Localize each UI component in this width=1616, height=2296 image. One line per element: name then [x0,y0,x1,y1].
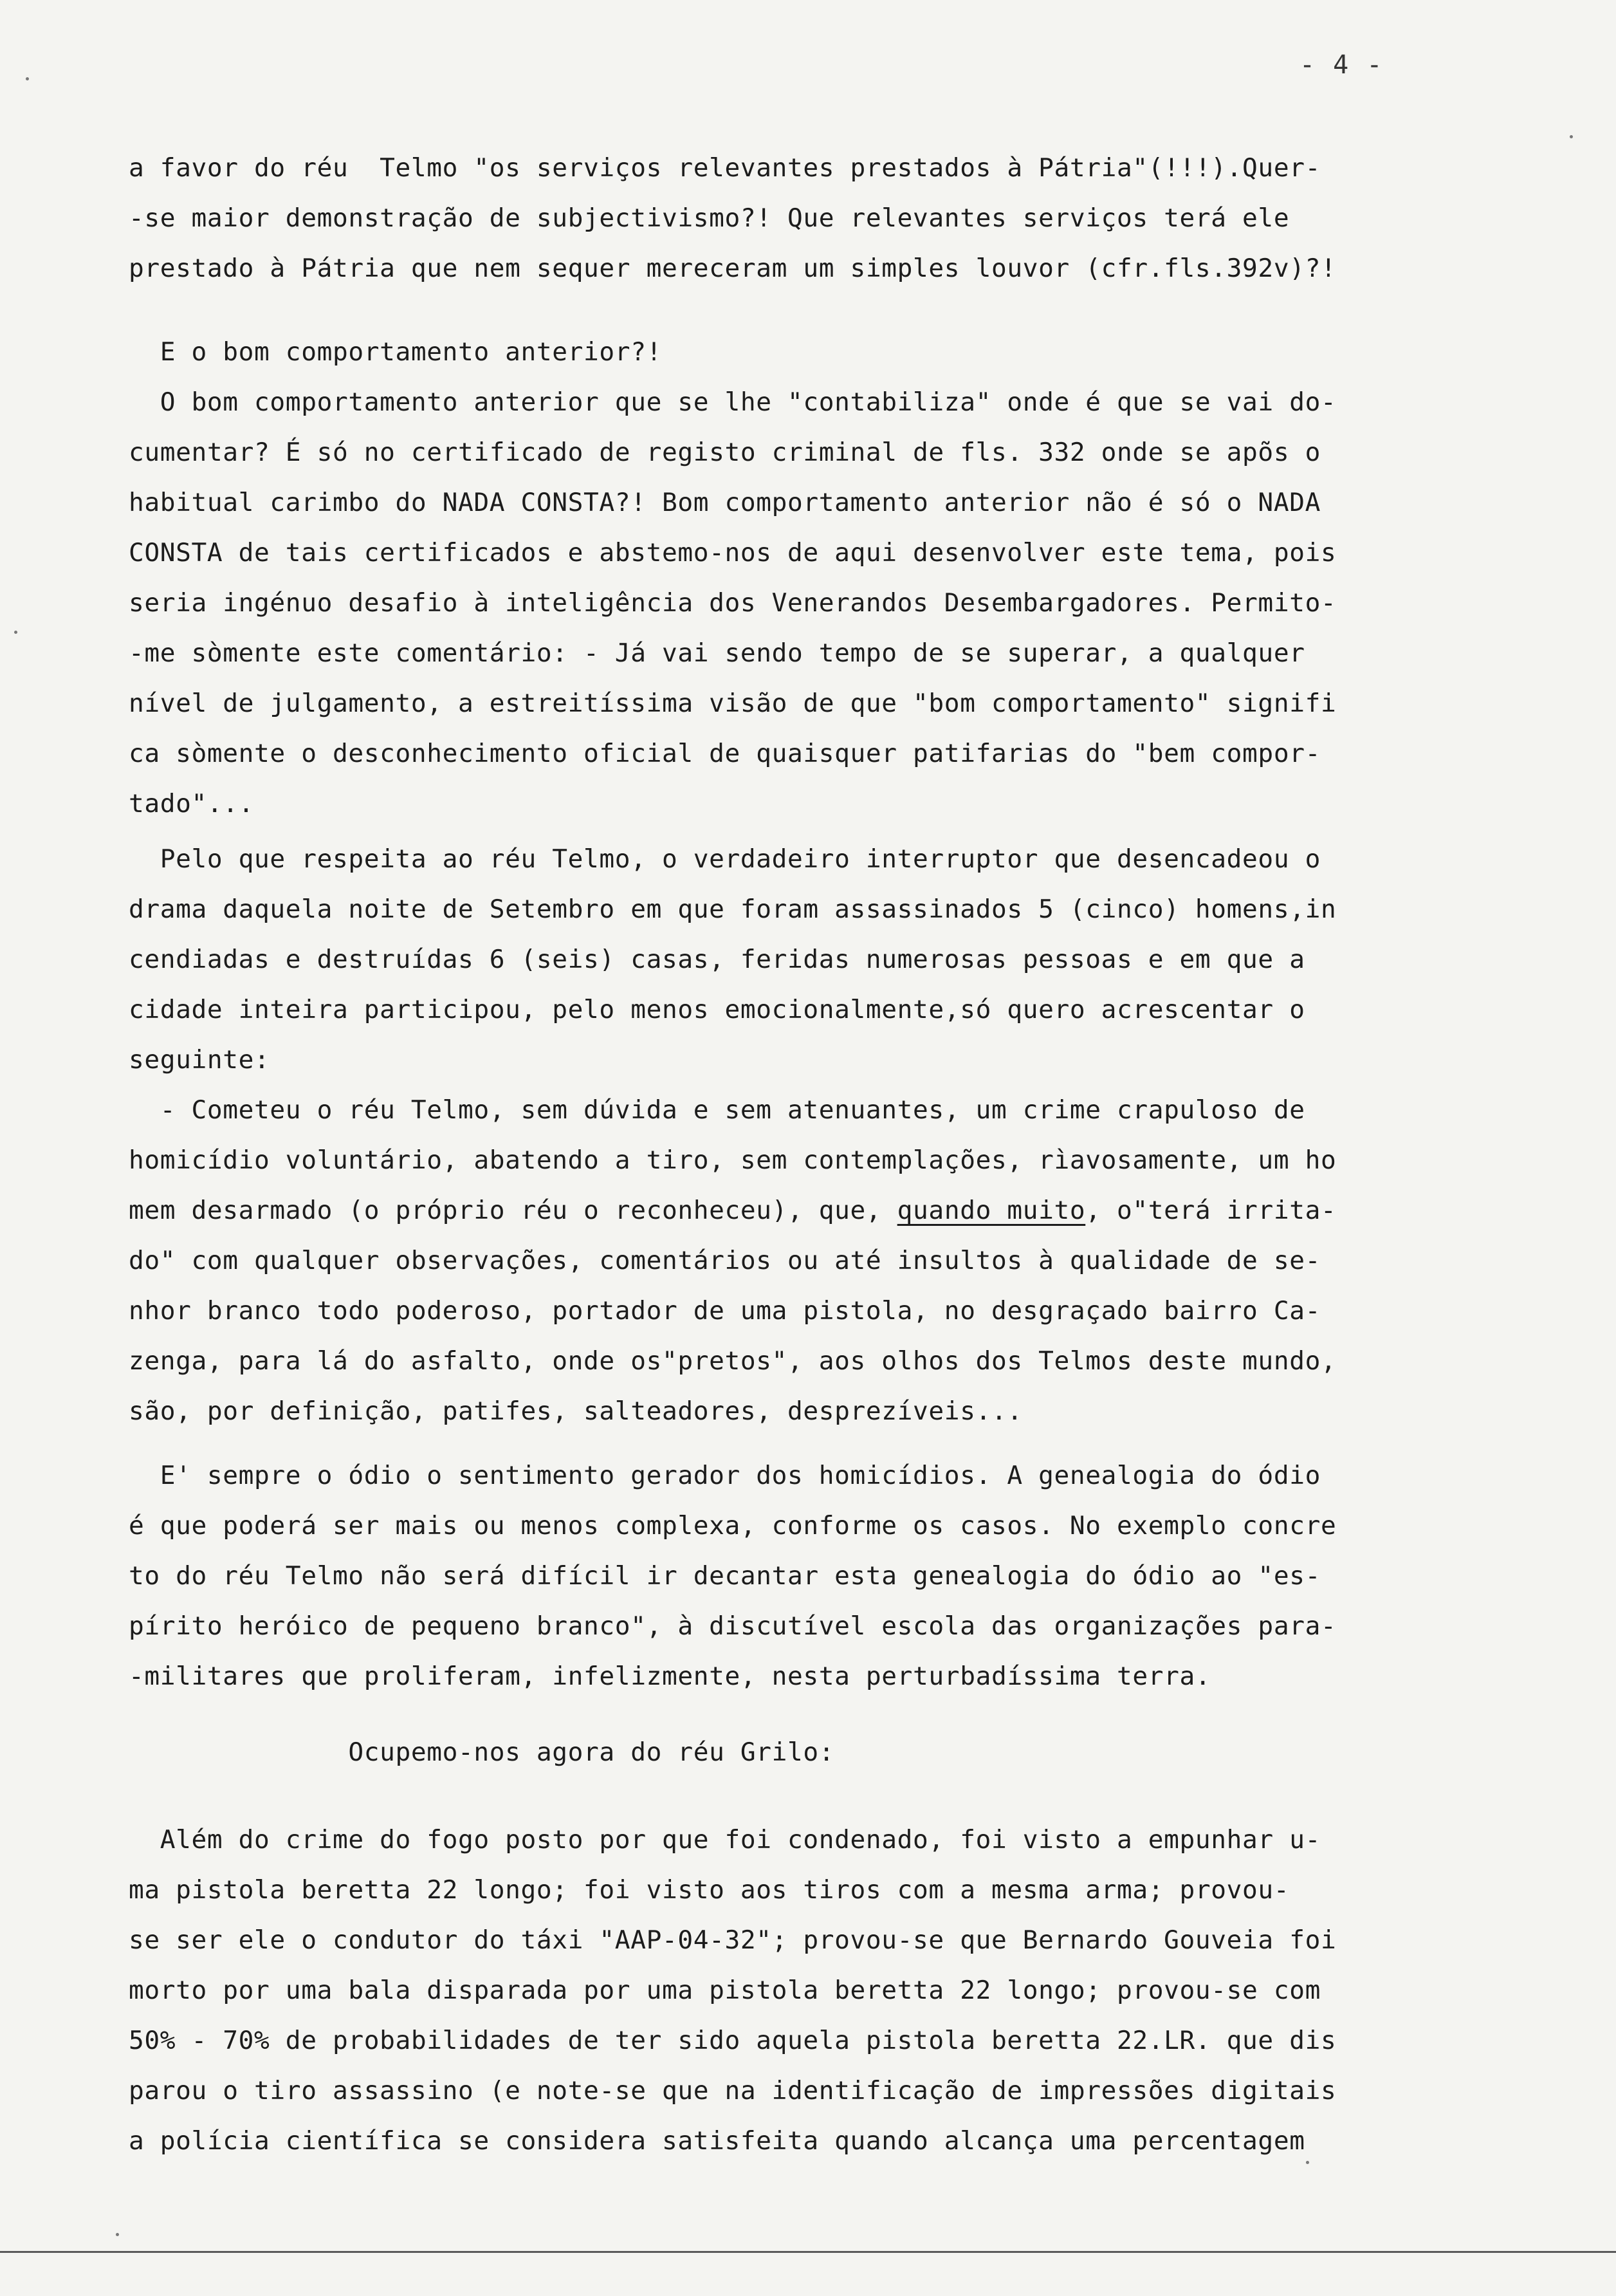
text-line: drama daquela noite de Setembro em que foram assassinados 5 (cinco) homens,in [129,894,1337,924]
text-line: homicídio voluntário, abatendo a tiro, sem contemplações, rìavosamente, um ho [129,1145,1337,1175]
text-line: são, por definição, patifes, salteadores, desprezíveis... [129,1396,1023,1426]
text-line: se ser ele o condutor do táxi "AAP-04-32"; provou-se que Bernardo Gouveia foi [129,1925,1337,1955]
text-line: -se maior demonstração de subjectivismo?! Que relevantes serviços terá ele [129,203,1290,233]
text-segment: , o"terá irrita- [1085,1196,1337,1225]
text-segment: mem desarmado (o próprio réu o reconheceu), que, [129,1196,897,1225]
text-line: -militares que proliferam, infelizmente, nesta perturbadíssima terra. [129,1662,1211,1691]
text-line: 50% - 70% de probabilidades de ter sido aquela pistola beretta 22.LR. que dis [129,2026,1337,2055]
text-line: - Cometeu o réu Telmo, sem dúvida e sem atenuantes, um crime crapuloso de [129,1095,1305,1125]
text-line: -me sòmente este comentário: - Já vai sendo tempo de se superar, a qualquer [129,638,1305,668]
page-number: - 4 - [1299,50,1384,80]
scan-speck [26,77,29,80]
text-line: pírito heróico de pequeno branco", à discutível escola das organizações para- [129,1611,1337,1641]
text-line: do" com qualquer observações, comentários ou até insultos à qualidade de se- [129,1246,1321,1275]
text-line: Pelo que respeita ao réu Telmo, o verdadeiro interruptor que desencadeou o [129,844,1321,874]
text-line: habitual carimbo do NADA CONSTA?! Bom comportamento anterior não é só o NADA [129,488,1321,517]
text-line: ma pistola beretta 22 longo; foi visto aos tiros com a mesma arma; provou- [129,1875,1290,1905]
text-line: seria ingénuo desafio à inteligência dos Venerandos Desembargadores. Permito- [129,588,1337,618]
text-line: to do réu Telmo não será difícil ir decantar esta genealogia do ódio ao "es- [129,1561,1321,1591]
text-line: ca sòmente o desconhecimento oficial de quaisquer patifarias do "bem compor- [129,739,1321,768]
text-line: cidade inteira participou, pelo menos emocionalmente,só quero acrescentar o [129,995,1305,1024]
text-line: parou o tiro assassino (e note-se que na identificação de impressões digitais [129,2076,1337,2106]
text-line: zenga, para lá do asfalto, onde os"pretos", aos olhos dos Telmos deste mundo, [129,1346,1337,1376]
text-line: Além do crime do fogo posto por que foi condenado, foi visto a empunhar u- [129,1825,1321,1855]
scan-speck [116,2233,119,2236]
text-line: O bom comportamento anterior que se lhe "contabiliza" onde é que se vai do- [129,387,1337,417]
scan-speck [1570,135,1573,138]
scan-speck [14,631,17,634]
text-line: E o bom comportamento anterior?! [129,337,662,367]
text-line: seguinte: [129,1045,270,1075]
text-line [129,1185,1492,1236]
text-line: cendiadas e destruídas 6 (seis) casas, feridas numerosas pessoas e em que a [129,945,1305,974]
bottom-rule [0,2251,1616,2253]
text-line: cumentar? É só no certificado de registo criminal de fls. 332 onde se apõs o [129,438,1321,467]
text-line: nível de julgamento, a estreitíssima visão de que "bom comportamento" signifi [129,689,1337,718]
text-line: prestado à Pátria que nem sequer mereceram um simples louvor (cfr.fls.392v)?! [129,254,1337,283]
scan-speck [1306,2161,1309,2164]
text-line: a favor do réu Telmo "os serviços relevantes prestados à Pátria"(!!!).Quer- [129,153,1321,183]
text-line: CONSTA de tais certificados e abstemo-nos de aqui desenvolver este tema, pois [129,538,1337,568]
text-line: morto por uma bala disparada por uma pistola beretta 22 longo; provou-se com [129,1976,1321,2005]
text-line: é que poderá ser mais ou menos complexa, conforme os casos. No exemplo concre [129,1511,1337,1541]
text-line: a polícia científica se considera satisfeita quando alcança uma percentagem [129,2126,1305,2156]
text-line: tado"... [129,789,255,819]
section-heading: Ocupemo-nos agora do réu Grilo: [129,1737,835,1767]
underlined-phrase: quando muito [897,1196,1086,1225]
text-line: E' sempre o ódio o sentimento gerador dos homicídios. A genealogia do ódio [129,1461,1321,1490]
text-line: nhor branco todo poderoso, portador de uma pistola, no desgraçado bairro Ca- [129,1296,1321,1326]
